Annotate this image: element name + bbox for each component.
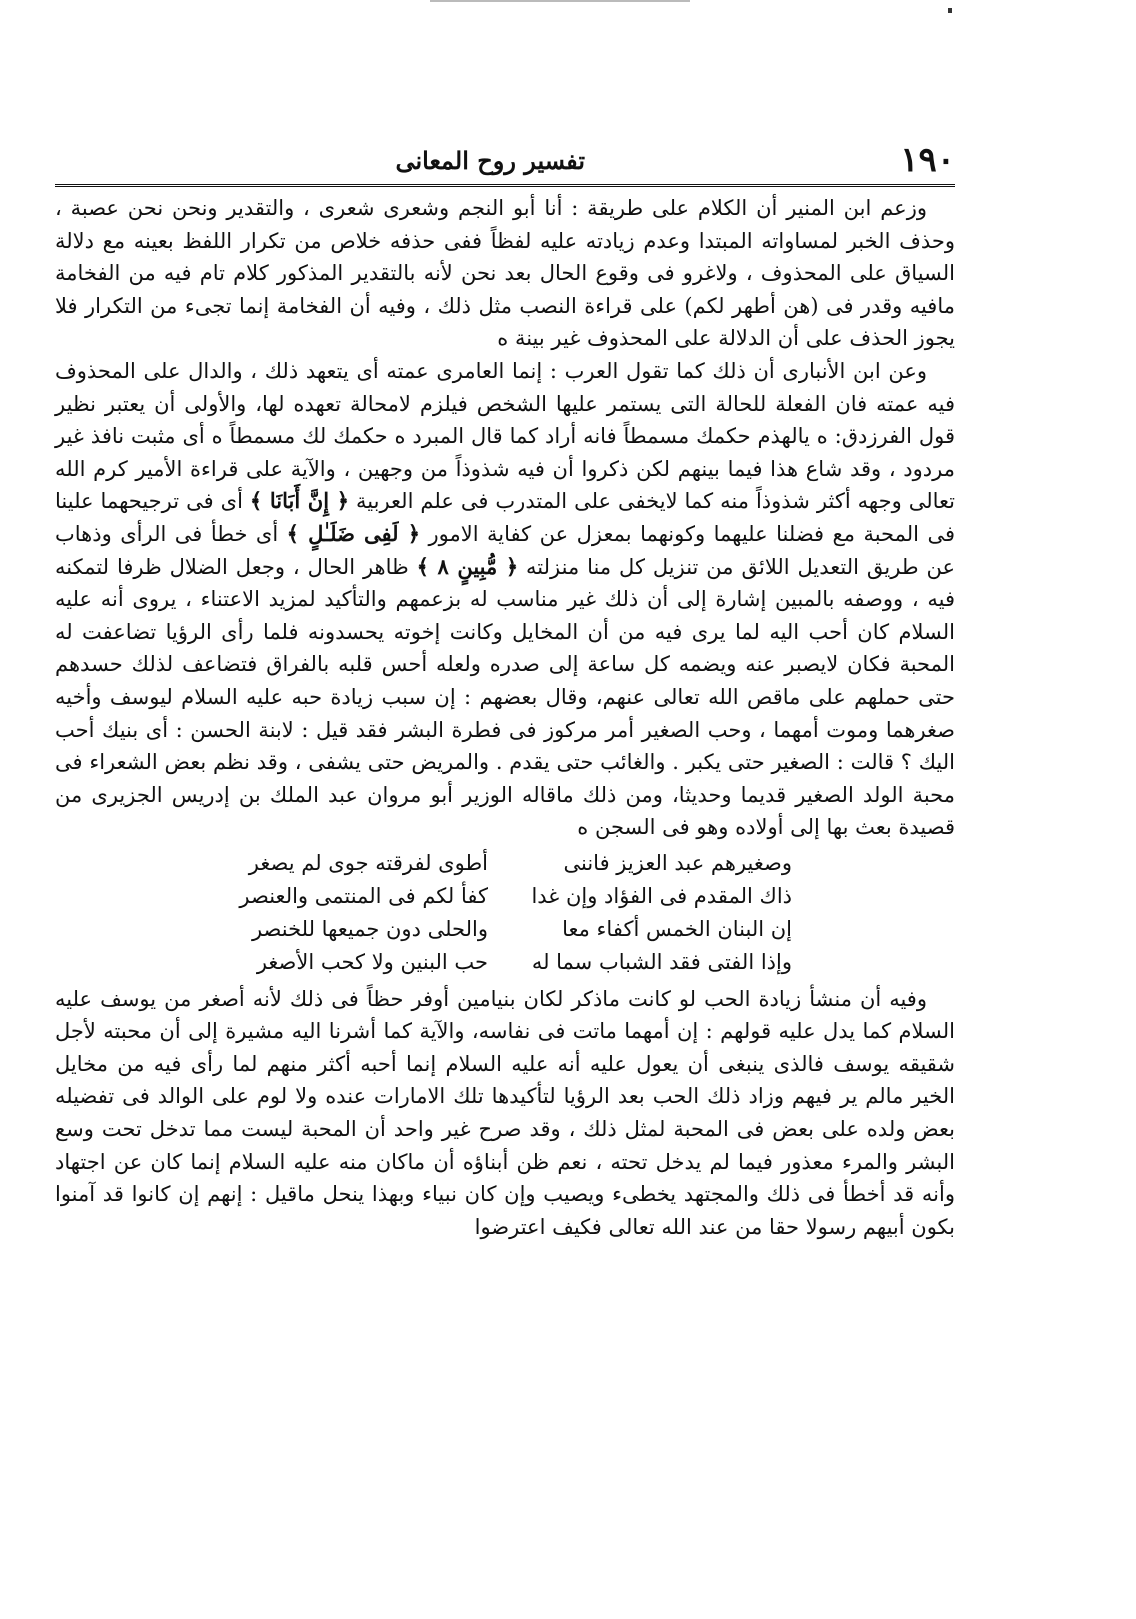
verse-second-hemistich: كفأ لكم فى المنتمى والعنصر xyxy=(239,884,488,909)
paragraph-segment: أى فى ترجيحهما علينا فى المحبة مع فضلنا عليهما وكونهما بمعزل عن كفاية الامور xyxy=(55,489,956,546)
verse-row xyxy=(55,913,955,946)
quran-quote: ﴿ إِنَّ أَبَانَا ﴾ xyxy=(249,488,350,514)
commentary-body xyxy=(55,192,955,1243)
verse-second-hemistich: حب البنين ولا كحب الأصغر xyxy=(256,950,488,975)
verse-row xyxy=(55,880,955,913)
paragraph-segment: وعن ابن الأنبارى أن ذلك كما تقول العرب : إنما العامرى عمته أى يتعهد ذلك ، والدال على المحذوف فيه عمته فان الفعلة للحالة التى يستمر عليها الشخص فيلزم لامحالة تعهده لها، والأولى أن يعتبر نظير قول الفرزدق: ه يالهذم حكمك مسمطاً فانه أراد كما قال المبرد ه حكمك لك مسمطاً ه أى مثبت نافذ غير مردود ، وقد شاع هذا فيما بينهم لكن ذكروا أن فيه شذوذاً من وجهين ، والآية على قراءة الأمير كرم الله تعالى وجهه أكثر شذوذاً منه كما لايخفى على المتدرب فى علم العربية xyxy=(55,358,955,514)
quran-quote: ﴿ لَفِى ضَلَـٰلٍ ﴾ xyxy=(286,520,421,546)
scan-top-mark xyxy=(430,0,690,2)
verse-first-hemistich: إن البنان الخمس أكفاء معا xyxy=(562,917,792,942)
verse-first-hemistich: وإذا الفتى فقد الشباب سما له xyxy=(531,950,792,975)
paragraph-ibn-anbari xyxy=(55,355,955,844)
paragraph-segment: أى خطأ فى الرأى وذهاب عن طريق التعديل اللائق من تنزيل كل منا منزلته xyxy=(55,521,955,579)
poem-verses xyxy=(55,847,955,980)
paragraph-segment: ظاهر الحال ، وجعل الضلال ظرفا لتمكنه فيه ، ووصفه بالمبين إشارة إلى أن ذلك غير مناسب له بزعمهم والتأكيد لمزيد الاعتناء ، يروى أنه عليه السلام كان أحب اليه لما يرى فيه من أن المخايل وكانت إخوته يحسدونه فلما رأى الرؤيا تضاعفت له المحبة فكان لايصبر عنه ويضمه كل ساعة إلى صدره ولعله أحس قلبه بالفراق فتضاعف لذلك حسدهم حتى حملهم على ماقص الله تعالى عنهم، وقال بعضهم : إن سبب زيادة حبه عليه السلام ليوسف وأخيه صغرهما وموت أمهما ، وحب الصغير أمر مركوز فى فطرة البشر فقد قيل : لابنة الحسن : أى بنيك أحب اليك ؟ قالت : الصغير حتى يكبر . والغائب حتى يقدم . والمريض حتى يشفى ، وقد نظم بعض الشعراء فى محبة الولد الصغير قديما وحديثا، ومن ذلك ماقاله الوزير أبو مروان عبد الملك بن إدريس الجزيرى من قصيدة بعث بها إلى أولاده وهو فى السجن ه xyxy=(55,554,955,840)
page-header xyxy=(55,140,955,184)
verse-first-hemistich: ذاك المقدم فى الفؤاد وإن غدا xyxy=(531,884,792,909)
verse-second-hemistich: أطوى لفرقته جوى لم يصغر xyxy=(248,850,488,875)
page-number: ١٩٠ xyxy=(900,140,955,180)
verse-row xyxy=(55,847,955,880)
header-rule xyxy=(55,184,955,187)
quran-quote: ﴿ مُّبِينٍ ٨ ﴾ xyxy=(416,553,519,579)
paragraph-ibn-munayyir: وزعم ابن المنير أن الكلام على طريقة : أنا أبو النجم وشعرى شعرى ، والتقدير ونحن نحن عصبة ، وحذف الخبر لمساواته المبتدا وعدم زيادته عليه لفظاً ففى حذفه خلاص من تكرار اللفظ بعينه مع دلالة السياق على المحذوف ، ولاغرو فى وقوع الحال بعد نحن لأنه بالتقدير المذكور كلام تام فيه من الفخامة مافيه وقدر فى (هن أطهر لكم) على قراءة النصب مثل ذلك ، وفيه أن الفخامة إنما تجىء من التكرار فلا يجوز الحذف على أن الدلالة على المحذوف غير بينة ه xyxy=(55,196,955,351)
verse-second-hemistich: والحلى دون جميعها للخنصر xyxy=(251,917,488,942)
verse-first-hemistich: وصغيرهم عبد العزيز فاننى xyxy=(563,850,792,875)
paragraph-closing: وفيه أن منشأ زيادة الحب لو كانت ماذكر لكان بنيامين أوفر حظاً فى ذلك لأنه أصغر من يوسف عليه السلام كما يدل عليه قولهم : إن أمهما ماتت فى نفاسه، والآية كما أشرنا اليه مشيرة إلى أن محبته لأجل شقيقه يوسف فالذى ينبغى أن يعول عليه أنه عليه السلام إنما أحبه أكثر منهم لما رأى فيه من مخايل الخير مالم ير فيهم وزاد ذلك الحب بعد الرؤيا لتأكيدها تلك الامارات عنده ولا لوم على الوالد فى تفضيله بعض ولده على بعض فى المحبة لمثل ذلك ، وقد صرح غير واحد أن المحبة ليست مما تدخل تحت وسع البشر والمرء معذور فيما لم يدخل تحته ، نعم ظن أبناؤه أن ماكان منه عليه السلام إنما كان عن اجتهاد وأنه قد أخطأ فى ذلك والمجتهد يخطىء ويصيب وإن كان نبياء وبهذا ينحل ماقيل : إنهم إن كانوا قد آمنوا بكون أبيهم رسولا حقا من عند الله تعالى فكيف اعترضوا xyxy=(55,986,955,1239)
running-title: تفسير روح المعانى xyxy=(395,146,585,175)
scan-corner-dot xyxy=(948,8,952,13)
verse-row xyxy=(55,946,955,979)
